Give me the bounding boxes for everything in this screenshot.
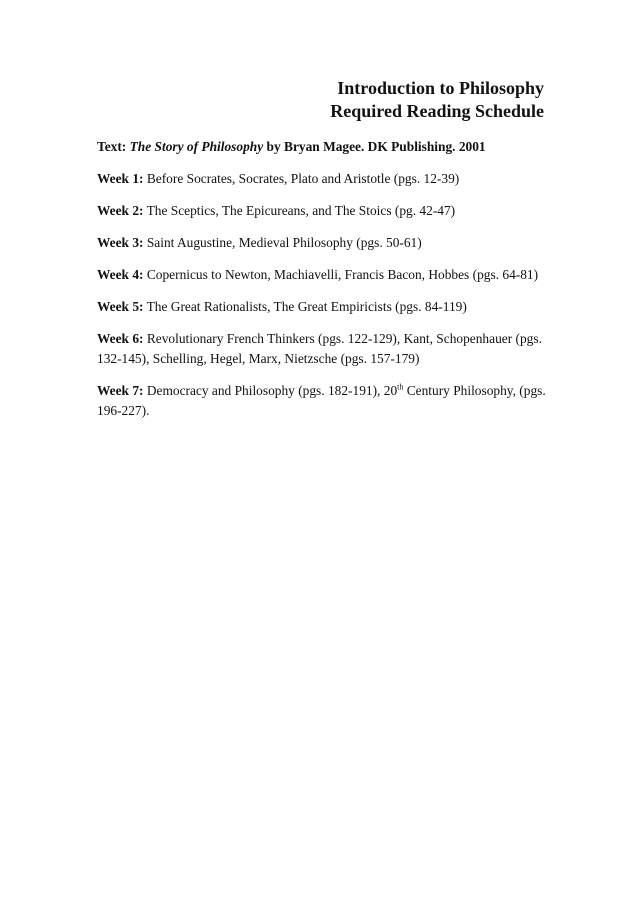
week-entry-2 [97,201,557,221]
week-label: Week 1: [97,171,144,186]
week-entry-4 [97,265,557,285]
week-text-after: Century Philosophy, (pgs. 196-227). [97,383,546,418]
schedule-title: Required Reading Schedule [330,101,544,121]
course-title: Introduction to Philosophy [337,78,544,98]
week-entry-7 [97,381,557,421]
week-text: Revolutionary French Thinkers (pgs. 122-129), Kant, Schopenhauer (pgs. 132-145), Schelling, Hegel, Marx, Nietzsche (pgs. 157-179) [97,331,542,366]
week-entry-1 [97,169,557,189]
textbook-reference [97,137,557,157]
week-label: Week 3: [97,235,144,250]
ordinal-superscript: th [397,382,404,392]
title-block [330,77,544,123]
week-label: Week 5: [97,299,144,314]
week-text: Saint Augustine, Medieval Philosophy (pgs. 50-61) [143,235,422,250]
textbook-title: The Story of Philosophy [129,139,264,154]
week-entry-3 [97,233,557,253]
week-text: Before Socrates, Socrates, Plato and Aristotle (pgs. 12-39) [143,171,460,186]
week-label: Week 7: [97,383,144,398]
week-text: The Sceptics, The Epicureans, and The Stoics (pg. 42-47) [143,203,456,218]
textbook-details: by Bryan Magee. DK Publishing. 2001 [263,139,486,154]
week-entry-6 [97,329,557,369]
week-text: The Great Rationalists, The Great Empiricists (pgs. 84-119) [143,299,467,314]
textbook-label: Text: [97,139,127,154]
week-label: Week 2: [97,203,144,218]
week-entry-5 [97,297,557,317]
week-label: Week 6: [97,331,144,346]
week-text-before: Democracy and Philosophy (pgs. 182-191), 20 [143,383,398,398]
document-body [97,137,557,433]
week-text: Copernicus to Newton, Machiavelli, Francis Bacon, Hobbes (pgs. 64-81) [143,267,539,282]
week-label: Week 4: [97,267,144,282]
